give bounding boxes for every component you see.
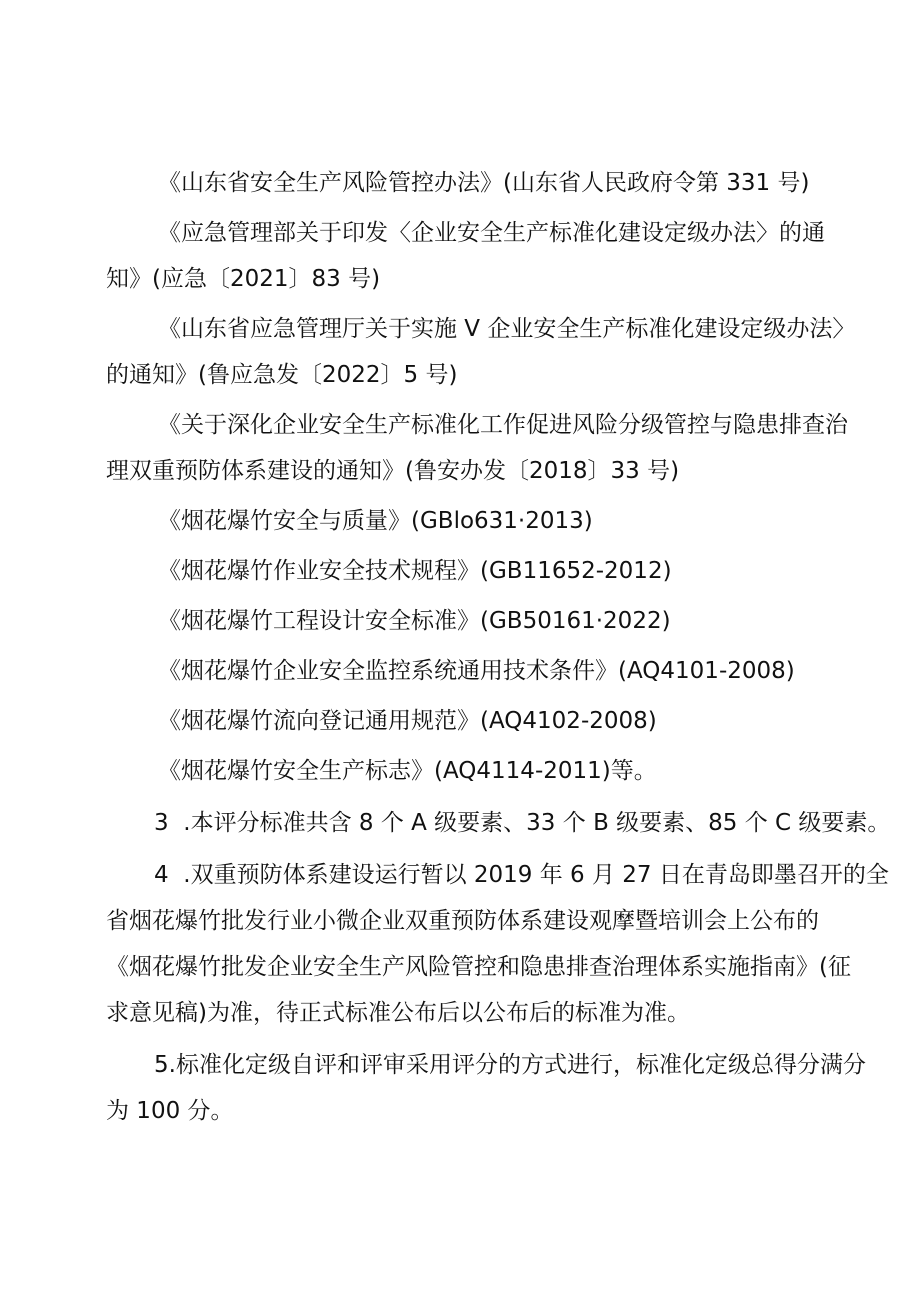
note-4-line-4: 求意见稿)为准，待正式标准公布后以公布后的标准为准。: [106, 1000, 690, 1026]
reference-item-2-line-1: 《应急管理部关于印发〈企业安全生产标准化建设定级办法〉的通: [158, 220, 825, 246]
reference-item-9: 《烟花爆竹流向登记通用规范》(AQ4102-2008): [158, 708, 657, 734]
numbered-notes: [106, 800, 891, 1134]
reference-item-3: [106, 306, 876, 398]
reference-item-4-line-2: 理双重预防体系建设的通知》(鲁安办发〔2018〕33 号): [106, 458, 680, 484]
note-3: 3 .本评分标准共含 8 个 A 级要素、33 个 B 级要素、85 个 C 级要素。: [154, 810, 891, 836]
reference-item-5: 《烟花爆竹安全与质量》(GBlo631·2013): [158, 508, 593, 534]
reference-item-4-line-1: 《关于深化企业安全生产标准化工作促进风险分级管控与隐患排查治: [158, 412, 848, 438]
reference-item-2: [106, 210, 876, 302]
reference-item-6: 《烟花爆竹作业安全技术规程》(GB11652-2012): [158, 558, 672, 584]
reference-item-10: 《烟花爆竹安全生产标志》(AQ4114-2011)等。: [158, 758, 657, 784]
reference-item-1-line-1: 《山东省安全生产风险管控办法》(山东省人民政府令第 331 号): [158, 170, 810, 196]
reference-list: [106, 160, 876, 794]
reference-item-3-line-1: 《山东省应急管理厅关于实施 V 企业安全生产标准化建设定级办法〉: [158, 316, 856, 342]
note-5-line-1: 5.标准化定级自评和评审采用评分的方式进行，标准化定级总得分满分: [154, 1052, 866, 1078]
reference-item-7: 《烟花爆竹工程设计安全标准》(GB50161·2022): [158, 608, 671, 634]
note-4-line-3: 《烟花爆竹批发企业安全生产风险管控和隐患排查治理体系实施指南》(征: [106, 954, 851, 980]
note-4-line-2: 省烟花爆竹批发行业小微企业双重预防体系建设观摩暨培训会上公布的: [106, 908, 819, 934]
note-4: [106, 852, 889, 1036]
reference-item-4: [106, 402, 876, 494]
reference-item-8: 《烟花爆竹企业安全监控系统通用技术条件》(AQ4101-2008): [158, 658, 795, 684]
note-5-line-2: 为 100 分。: [106, 1098, 234, 1124]
note-5: [106, 1042, 876, 1134]
document-content: [106, 160, 891, 1134]
reference-item-1: [106, 160, 876, 206]
note-4-line-1: 4 .双重预防体系建设运行暂以 2019 年 6 月 27 日在青岛即墨召开的全: [154, 862, 889, 888]
reference-item-3-line-2: 的通知》(鲁应急发〔2022〕5 号): [106, 362, 458, 388]
reference-item-2-line-2: 知》(应急〔2021〕83 号): [106, 266, 381, 292]
